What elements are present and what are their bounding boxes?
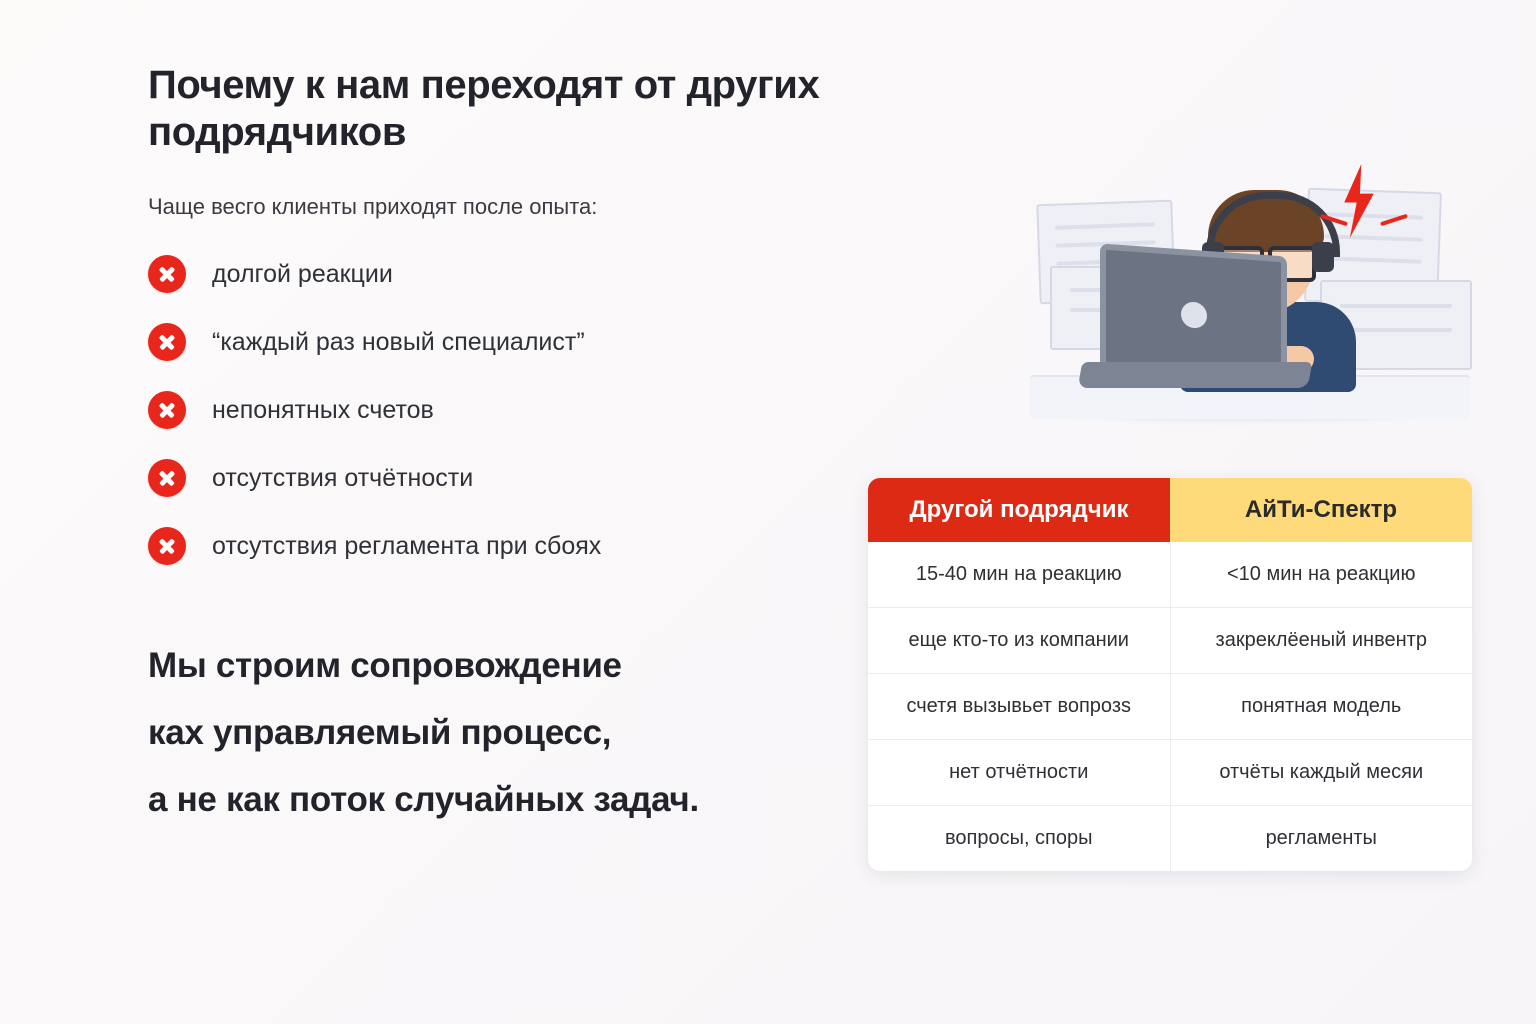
list-item-label: “каждый раз новый специалист”	[212, 327, 585, 356]
closing-line-2: ках управляемый процесс,	[148, 713, 612, 753]
cross-circle-icon	[148, 527, 186, 565]
list-item-label: непонятных счетов	[212, 395, 434, 424]
list-item	[148, 390, 888, 430]
table-row	[868, 608, 1472, 674]
support-engineer-illustration	[1020, 150, 1480, 460]
cell-other-5: вопросы, споры	[868, 806, 1170, 872]
list-item	[148, 526, 888, 566]
table-row	[868, 542, 1472, 608]
list-item	[148, 322, 888, 362]
list-item	[148, 254, 888, 294]
page-title: Почему к нам переходят от других подрядчиков	[148, 63, 820, 155]
cross-circle-icon	[148, 459, 186, 497]
cell-ours-1: <10 мин на реакцию	[1170, 542, 1472, 608]
laptop-keyboard	[1078, 362, 1313, 388]
list-item	[148, 458, 888, 498]
cell-other-3: счетя вызывьет вопрозs	[868, 674, 1170, 740]
comparison-table	[868, 478, 1472, 871]
list-item-label: отсутствия регламента при сбоях	[212, 531, 602, 560]
cross-circle-icon	[148, 323, 186, 361]
cell-ours-4: отчёты каждый месяи	[1170, 740, 1472, 806]
cell-other-2: еще кто-то из компании	[868, 608, 1170, 674]
closing-line-3: а не как поток случайных задач.	[148, 780, 699, 820]
closing-statement	[148, 646, 888, 820]
left-content-column	[148, 62, 888, 849]
cell-other-1: 15-40 мин на реакцию	[868, 542, 1170, 608]
cell-ours-2: закреклёеный инвентр	[1170, 608, 1472, 674]
pain-points-list	[148, 254, 888, 566]
subheading: Чаще весго клиенты приходят после опыта:	[148, 194, 598, 220]
cross-circle-icon	[148, 255, 186, 293]
table-header-row	[868, 478, 1472, 542]
cell-ours-3: понятная модель	[1170, 674, 1472, 740]
list-item-label: долгой реакции	[212, 259, 393, 288]
cell-other-4: нет отчётности	[868, 740, 1170, 806]
table-row	[868, 806, 1472, 872]
column-header-other-contractor: Другой подрядчик	[868, 478, 1170, 542]
cross-circle-icon	[148, 391, 186, 429]
closing-line-1: Мы строим сопровождение	[148, 646, 622, 686]
column-header-aiti-spektr: АйТи-Спектр	[1170, 478, 1472, 542]
laptop-logo	[1181, 301, 1207, 329]
table-row	[868, 740, 1472, 806]
table-row	[868, 674, 1472, 740]
headset-earcup-right	[1312, 242, 1334, 272]
list-item-label: отсутствия отчётности	[212, 463, 474, 492]
cell-ours-5: регламенты	[1265, 827, 1377, 849]
